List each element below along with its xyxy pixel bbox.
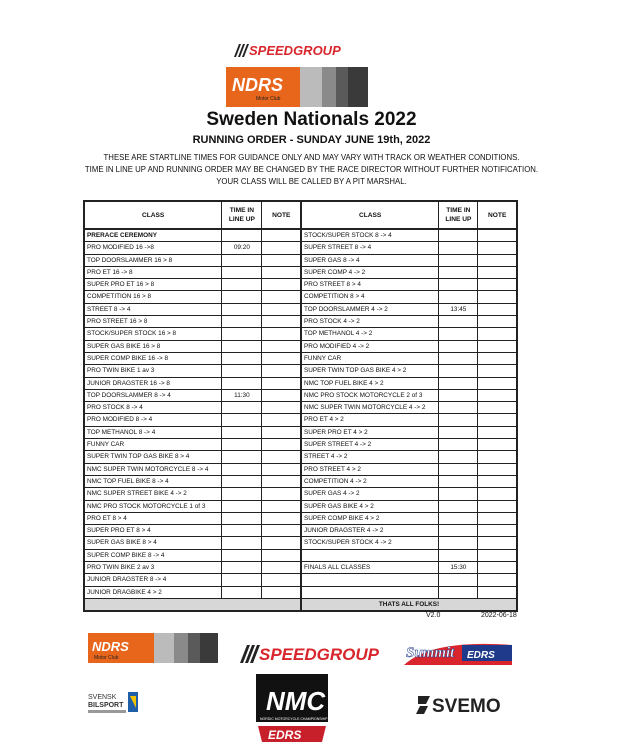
- class-cell: JUNIOR DRAGSTER 8 -> 4: [84, 574, 222, 586]
- time-cell: [222, 229, 262, 242]
- table-row: [84, 562, 517, 574]
- time-cell: [439, 279, 478, 291]
- time-cell: [439, 512, 478, 524]
- time-cell: [222, 402, 262, 414]
- class-cell: TOP DOORSLAMMER 16 > 8: [84, 254, 222, 266]
- class-cell: [301, 574, 439, 586]
- time-cell: 13:45: [439, 303, 478, 315]
- note-cell: [478, 426, 517, 438]
- note-cell: [478, 242, 517, 254]
- time-cell: [439, 451, 478, 463]
- table-row: [84, 352, 517, 364]
- note-cell: [262, 254, 301, 266]
- table-row: [84, 377, 517, 389]
- class-cell: SUPER TWIN TOP GAS BIKE 4 > 2: [301, 365, 439, 377]
- ndrs-logo-text: NDRS: [232, 75, 284, 95]
- time-cell: [222, 512, 262, 524]
- col-header-time-line1: TIME IN: [446, 207, 471, 214]
- note-cell: [262, 488, 301, 500]
- class-cell: TOP METHANOL 8 -> 4: [84, 426, 222, 438]
- note-cell: [262, 377, 301, 389]
- time-cell: [222, 426, 262, 438]
- class-cell: SUPER GAS 4 -> 2: [301, 488, 439, 500]
- note-cell: [478, 291, 517, 303]
- class-cell: NMC SUPER TWIN MOTORCYCLE 4 -> 2: [301, 402, 439, 414]
- class-cell: NMC PRO STOCK MOTORCYCLE 1 of 3: [84, 500, 222, 512]
- note-cell: [478, 328, 517, 340]
- time-cell: [439, 291, 478, 303]
- time-cell: [439, 549, 478, 561]
- table-row: [84, 279, 517, 291]
- ndrs-logo-top: [226, 67, 368, 107]
- col-header-class-left: CLASS: [84, 201, 222, 229]
- time-cell: [222, 254, 262, 266]
- class-cell: SUPER COMP BIKE 8 -> 4: [84, 549, 222, 561]
- svensk-bilsport-logo: [88, 690, 140, 716]
- col-header-time-line2: LINE UP: [445, 216, 472, 223]
- note-cell: [262, 340, 301, 352]
- time-cell: [439, 316, 478, 328]
- col-header-class-right: CLASS: [301, 201, 439, 229]
- nmc-text: NMC: [266, 686, 326, 716]
- class-cell: STOCK/SUPER STOCK 4 -> 2: [301, 537, 439, 549]
- speedgroup-stripes: [234, 44, 249, 57]
- note-cell: [478, 266, 517, 278]
- time-cell: [439, 488, 478, 500]
- class-cell: SUPER GAS BIKE 4 > 2: [301, 500, 439, 512]
- note-cell: [478, 316, 517, 328]
- time-cell: [222, 488, 262, 500]
- time-cell: [439, 377, 478, 389]
- note-cell: [262, 328, 301, 340]
- class-cell: STREET 8 -> 4: [84, 303, 222, 315]
- table-row: [84, 525, 517, 537]
- time-cell: 09:20: [222, 242, 262, 254]
- summit-tagline: RACING EQUIPMENT: [426, 664, 467, 669]
- note-cell: [262, 242, 301, 254]
- note-cell: [478, 340, 517, 352]
- col-header-time-right: [439, 201, 478, 229]
- time-cell: [222, 328, 262, 340]
- table-row: [84, 463, 517, 475]
- table-row: [84, 426, 517, 438]
- class-cell: SUPER PRO ET 16 > 8: [84, 279, 222, 291]
- time-cell: [222, 377, 262, 389]
- time-cell: 11:30: [222, 389, 262, 401]
- note-cell: [478, 500, 517, 512]
- bilsport-text: BILSPORT: [88, 702, 124, 709]
- ndrs-logo-sub: Motor Club: [256, 96, 281, 102]
- class-cell: SUPER STREET 4 -> 2: [301, 439, 439, 451]
- svensk-text: SVENSK: [88, 694, 117, 701]
- nmc-edrs-text: EDRS: [268, 728, 302, 742]
- note-cell: [478, 229, 517, 242]
- class-cell: PRO STOCK 4 -> 2: [301, 316, 439, 328]
- time-cell: [439, 365, 478, 377]
- speedgroup-logo-text: SPEEDGROUP: [249, 43, 341, 58]
- note-cell: [262, 549, 301, 561]
- table-row: [84, 365, 517, 377]
- table-row: [84, 512, 517, 524]
- class-cell: STOCK/SUPER STOCK 16 > 8: [84, 328, 222, 340]
- time-cell: [222, 303, 262, 315]
- time-cell: [222, 451, 262, 463]
- note-cell: [478, 377, 517, 389]
- ndrs-sponsor-sub: Motor Club: [94, 655, 119, 661]
- table-row: [84, 475, 517, 487]
- time-cell: [222, 365, 262, 377]
- time-cell: [439, 242, 478, 254]
- note-cell: [262, 279, 301, 291]
- time-cell: [222, 525, 262, 537]
- table-row: [84, 229, 517, 242]
- table-row: [84, 549, 517, 561]
- table-row: [84, 439, 517, 451]
- speedgroup-sponsor-logo: [238, 643, 383, 665]
- note-cell: [262, 426, 301, 438]
- col-header-time-line2: LINE UP: [228, 216, 255, 223]
- note-cell: [262, 365, 301, 377]
- note-cell: [262, 562, 301, 574]
- page-title: Sweden Nationals 2022: [206, 109, 417, 130]
- note-cell: [262, 451, 301, 463]
- time-cell: [222, 537, 262, 549]
- time-cell: [439, 500, 478, 512]
- note-cell: [262, 303, 301, 315]
- class-cell: JUNIOR DRAGSTER 4 -> 2: [301, 525, 439, 537]
- note-cell: [262, 500, 301, 512]
- time-cell: [222, 279, 262, 291]
- note-cell: [262, 229, 301, 242]
- table-row: [84, 402, 517, 414]
- time-cell: [222, 291, 262, 303]
- class-cell: PRO MODIFIED 8 -> 4: [84, 414, 222, 426]
- time-cell: [222, 574, 262, 586]
- class-cell: COMPETITION 4 -> 2: [301, 475, 439, 487]
- class-cell: SUPER STREET 8 -> 4: [301, 242, 439, 254]
- class-cell: PRO STOCK 8 -> 4: [84, 402, 222, 414]
- class-cell: FINALS ALL CLASSES: [301, 562, 439, 574]
- class-cell: PRERACE CEREMONY: [84, 229, 222, 242]
- note-cell: [262, 525, 301, 537]
- time-cell: [222, 562, 262, 574]
- class-cell: SUPER TWIN TOP GAS BIKE 8 > 4: [84, 451, 222, 463]
- running-order-table: [83, 200, 518, 612]
- note-cell: [478, 303, 517, 315]
- class-cell: SUPER GAS 8 -> 4: [301, 254, 439, 266]
- thats-all-folks: THATS ALL FOLKS!: [301, 598, 517, 611]
- table-footer-row: [84, 598, 517, 611]
- time-cell: [222, 586, 262, 598]
- note-cell: [262, 439, 301, 451]
- time-cell: [439, 586, 478, 598]
- time-cell: [439, 254, 478, 266]
- table-row: [84, 574, 517, 586]
- note-cell: [262, 316, 301, 328]
- time-cell: [439, 537, 478, 549]
- class-cell: PRO STREET 16 > 8: [84, 316, 222, 328]
- col-header-time-left: [222, 201, 262, 229]
- note-cell: [262, 352, 301, 364]
- table-row: [84, 254, 517, 266]
- time-cell: [439, 525, 478, 537]
- table-row: [84, 303, 517, 315]
- class-cell: NMC TOP FUEL BIKE 8 -> 4: [84, 475, 222, 487]
- time-cell: [439, 463, 478, 475]
- speedgroup-logo-top: [230, 42, 365, 58]
- table-row: [84, 586, 517, 598]
- class-cell: NMC TOP FUEL BIKE 4 > 2: [301, 377, 439, 389]
- class-cell: TOP DOORSLAMMER 4 -> 2: [301, 303, 439, 315]
- class-cell: PRO TWIN BIKE 2 av 3: [84, 562, 222, 574]
- note-cell: [262, 512, 301, 524]
- ndrs-sponsor-text: NDRS: [92, 639, 129, 654]
- class-cell: [301, 549, 439, 561]
- time-cell: [222, 352, 262, 364]
- ndrs-sponsor-logo: [88, 633, 218, 663]
- class-cell: SUPER PRO ET 4 > 2: [301, 426, 439, 438]
- time-cell: [439, 475, 478, 487]
- time-cell: [439, 389, 478, 401]
- class-cell: COMPETITION 8 > 4: [301, 291, 439, 303]
- ndrs-logo-graphic: [226, 67, 368, 107]
- note-cell: [478, 463, 517, 475]
- note-cell: [478, 512, 517, 524]
- note-cell: [478, 549, 517, 561]
- class-cell: PRO MODIFIED 16 ->8: [84, 242, 222, 254]
- time-cell: [222, 463, 262, 475]
- table-row: [84, 316, 517, 328]
- class-cell: SUPER PRO ET 8 > 4: [84, 525, 222, 537]
- time-cell: [439, 328, 478, 340]
- time-cell: [222, 316, 262, 328]
- class-cell: NMC PRO STOCK MOTORCYCLE 2 of 3: [301, 389, 439, 401]
- time-cell: [439, 574, 478, 586]
- class-cell: PRO ET 8 > 4: [84, 512, 222, 524]
- col-header-time-line1: TIME IN: [229, 207, 254, 214]
- notice-line-1: THESE ARE STARTLINE TIMES FOR GUIDANCE ONLY AND MAY VARY WITH TRACK OR WEATHER CONDITIONS.: [103, 153, 520, 162]
- note-cell: [478, 488, 517, 500]
- class-cell: SUPER GAS BIKE 16 > 8: [84, 340, 222, 352]
- note-cell: [478, 365, 517, 377]
- table-row: [84, 291, 517, 303]
- col-header-note-right: NOTE: [478, 201, 517, 229]
- class-cell: [301, 586, 439, 598]
- class-cell: STOCK/SUPER STOCK 8 -> 4: [301, 229, 439, 242]
- summit-edrs-text: EDRS: [467, 650, 495, 661]
- note-cell: [478, 279, 517, 291]
- note-cell: [262, 475, 301, 487]
- svemo-text: SVEMO: [432, 696, 501, 717]
- class-cell: PRO TWIN BIKE 1 av 3: [84, 365, 222, 377]
- class-cell: SUPER COMP BIKE 16 -> 8: [84, 352, 222, 364]
- nmc-edrs-logo: [254, 672, 330, 748]
- note-cell: [262, 291, 301, 303]
- table-row: [84, 414, 517, 426]
- table-row: [84, 242, 517, 254]
- time-cell: [222, 549, 262, 561]
- time-cell: [439, 340, 478, 352]
- time-cell: [439, 352, 478, 364]
- time-cell: [222, 266, 262, 278]
- col-header-note-left: NOTE: [262, 201, 301, 229]
- version-label: V2.0: [426, 612, 441, 619]
- class-cell: SUPER COMP 4 -> 2: [301, 266, 439, 278]
- table-row: [84, 340, 517, 352]
- table-row: [84, 500, 517, 512]
- time-cell: [439, 266, 478, 278]
- table-header-row: [84, 201, 517, 229]
- table-row: [84, 451, 517, 463]
- notice-line-3: YOUR CLASS WILL BE CALLED BY A PIT MARSHAL.: [216, 177, 407, 186]
- note-cell: [262, 463, 301, 475]
- note-cell: [262, 402, 301, 414]
- class-cell: PRO STREET 8 > 4: [301, 279, 439, 291]
- page-subtitle: RUNNING ORDER - SUNDAY JUNE 19th, 2022: [192, 134, 431, 146]
- summit-text: Summit: [406, 645, 455, 661]
- class-cell: COMPETITION 16 > 8: [84, 291, 222, 303]
- table-row: [84, 537, 517, 549]
- note-cell: [478, 475, 517, 487]
- time-cell: 15:30: [439, 562, 478, 574]
- note-cell: [262, 537, 301, 549]
- note-cell: [262, 574, 301, 586]
- class-cell: FUNNY CAR: [301, 352, 439, 364]
- note-cell: [478, 389, 517, 401]
- time-cell: [439, 439, 478, 451]
- table-row: [84, 488, 517, 500]
- note-cell: [262, 266, 301, 278]
- note-cell: [478, 402, 517, 414]
- note-cell: [262, 389, 301, 401]
- time-cell: [222, 414, 262, 426]
- table-row: [84, 389, 517, 401]
- speedgroup-sponsor-text: SPEEDGROUP: [259, 645, 379, 664]
- note-cell: [478, 254, 517, 266]
- class-cell: JUNIOR DRAGBIKE 4 > 2: [84, 586, 222, 598]
- note-cell: [478, 451, 517, 463]
- summit-edrs-logo: [402, 635, 514, 671]
- time-cell: [222, 439, 262, 451]
- class-cell: PRO ET 4 > 2: [301, 414, 439, 426]
- nmc-sub-text: NORDIC MOTORCYCLE CHAMPIONSHIP: [260, 717, 328, 721]
- note-cell: [478, 574, 517, 586]
- note-cell: [262, 586, 301, 598]
- class-cell: TOP DOORSLAMMER 8 -> 4: [84, 389, 222, 401]
- table-row: [84, 266, 517, 278]
- time-cell: [439, 402, 478, 414]
- class-cell: NMC SUPER STREET BIKE 4 -> 2: [84, 488, 222, 500]
- time-cell: [222, 340, 262, 352]
- note-cell: [478, 525, 517, 537]
- class-cell: STREET 4 -> 2: [301, 451, 439, 463]
- class-cell: JUNIOR DRAGSTER 16 -> 8: [84, 377, 222, 389]
- table-row: [84, 328, 517, 340]
- time-cell: [439, 229, 478, 242]
- note-cell: [478, 586, 517, 598]
- table-body: [84, 229, 517, 598]
- class-cell: SUPER COMP BIKE 4 > 2: [301, 512, 439, 524]
- time-cell: [439, 426, 478, 438]
- time-cell: [439, 414, 478, 426]
- note-cell: [478, 439, 517, 451]
- class-cell: PRO ET 16 -> 8: [84, 266, 222, 278]
- note-cell: [262, 414, 301, 426]
- class-cell: PRO MODIFIED 4 -> 2: [301, 340, 439, 352]
- note-cell: [478, 352, 517, 364]
- class-cell: PRO STREET 4 > 2: [301, 463, 439, 475]
- version-date: 2022-06-18: [481, 612, 517, 619]
- svemo-logo: [416, 692, 516, 718]
- note-cell: [478, 562, 517, 574]
- note-cell: [478, 414, 517, 426]
- footer-grey-cell: [84, 598, 301, 611]
- class-cell: SUPER GAS BIKE 8 > 4: [84, 537, 222, 549]
- class-cell: TOP METHANOL 4 -> 2: [301, 328, 439, 340]
- notice-line-2: TIME IN LINE UP AND RUNNING ORDER MAY BE CHANGED BY THE RACE DIRECTOR WITHOUT FURTHER NOTIFICATION.: [84, 165, 539, 174]
- class-cell: FUNNY CAR: [84, 439, 222, 451]
- time-cell: [222, 500, 262, 512]
- note-cell: [478, 537, 517, 549]
- class-cell: NMC SUPER TWIN MOTORCYCLE 8 -> 4: [84, 463, 222, 475]
- time-cell: [222, 475, 262, 487]
